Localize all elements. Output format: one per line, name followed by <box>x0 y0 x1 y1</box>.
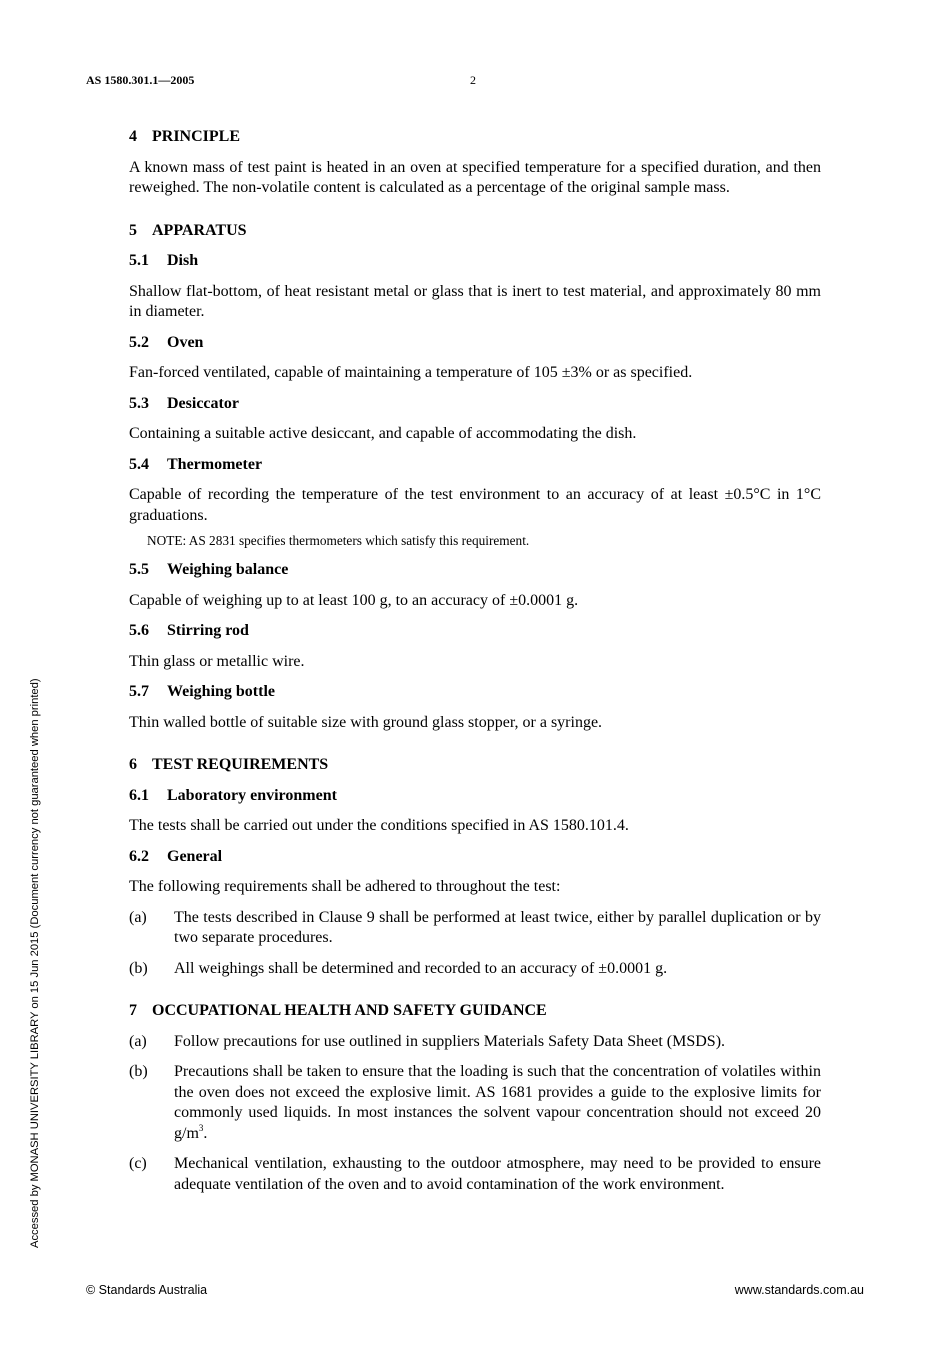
clause-5-7-text: Thin walled bottle of suitable size with ground glass stopper, or a syringe. <box>129 713 603 731</box>
list-item-text: Mechanical ventilation, exhausting to the outdoor atmosphere, may need to be provided to ensure adequate ventilation of the oven and to avoid contamination of the work environment. <box>174 1155 821 1193</box>
section-4-text: A known mass of test paint is heated in an oven at specified temperature for a specified duration, and then reweighed. The non-volatile content is calculated as a percentage of the original sample mass. <box>129 158 821 196</box>
clause-6-2-heading: 6.2 General <box>129 847 223 865</box>
page-body <box>129 127 821 1205</box>
list-marker: (a) <box>129 908 147 926</box>
clause-5-2-text: Fan-forced ventilated, capable of maintaining a temperature of 105 ±3% or as specified. <box>129 364 693 381</box>
list-item-text: Follow precautions for use outlined in suppliers Materials Safety Data Sheet (MSDS). <box>174 1032 726 1050</box>
clause-5-4-heading: 5.4 Thermometer <box>129 455 263 473</box>
list-item-text: All weighings shall be determined and recorded to an accuracy of ±0.0001 g. <box>174 959 668 977</box>
clause-5-7-heading: 5.7 Weighing bottle <box>129 683 276 700</box>
list-item <box>129 1062 821 1144</box>
clause-5-5-heading: 5.5 Weighing balance <box>129 561 289 578</box>
clause-5-4-note: NOTE: AS 2831 specifies thermometers which satisfy this requirement. <box>147 533 530 548</box>
section-4-heading: 4 PRINCIPLE <box>129 128 241 145</box>
list-item <box>129 959 821 980</box>
section-5-heading: 5 APPARATUS <box>129 221 247 239</box>
clause-5-5-text: Capable of weighing up to at least 100 g, to an accuracy of ±0.0001 g. <box>129 591 579 609</box>
clause-5-1-heading: 5.1 Dish <box>129 252 199 269</box>
clause-5-1-text: Shallow flat-bottom, of heat resistant metal or glass that is inert to test material, and approximately 80 mm in diameter. <box>129 282 821 320</box>
footer-website: www.standards.com.au <box>734 1283 864 1297</box>
clause-6-1-heading: 6.1 Laboratory environment <box>129 786 337 804</box>
superscript: 3 <box>198 1122 204 1133</box>
list-item <box>129 908 821 949</box>
clause-5-6-text: Thin glass or metallic wire. <box>129 652 305 670</box>
list-item-text: Precautions shall be taken to ensure that the loading is such that the concentration of volatiles within the oven does not exceed the explosive limit. AS 1681 provides a guide to the explosive limits for commonly used liquids. In most instances the solvent vapour concentration should not exceed 20 $g/m^3$. <box>174 1063 821 1142</box>
clause-5-4-text: Capable of recording the temperature of the test environment to an accuracy of at least ±0.5°C in 1°C graduations. <box>129 486 821 524</box>
list-marker: (b) <box>129 1063 148 1080</box>
list-marker: (c) <box>129 1155 147 1172</box>
clause-5-3-heading: 5.3 Desiccator <box>129 394 239 412</box>
clause-5-2-heading: 5.2 Oven <box>129 333 204 351</box>
clause-5-6-heading: 5.6 Stirring rod <box>129 622 249 639</box>
clause-6-1-text: The tests shall be carried out under the conditions specified in AS 1580.101.4. <box>129 817 629 834</box>
section-7-heading: 7 OCCUPATIONAL HEALTH AND SAFETY GUIDANCE <box>129 1002 547 1019</box>
list-item <box>129 1154 821 1195</box>
page-number: 2 <box>470 73 476 87</box>
clause-6-2-text: The following requirements shall be adhered to throughout the test: <box>129 878 561 895</box>
list-item-text: The tests described in Clause 9 shall be performed at least twice, either by parallel duplication or by two separate procedures. <box>174 908 821 946</box>
list-marker: (a) <box>129 1032 147 1050</box>
list-item <box>129 1032 821 1053</box>
section-6-heading: 6 TEST REQUIREMENTS <box>129 756 329 773</box>
clause-5-3-text: Containing a suitable active desiccant, and capable of accommodating the dish. <box>129 425 637 442</box>
list-marker: (b) <box>129 959 148 977</box>
footer-copyright: © Standards Australia <box>86 1283 208 1297</box>
access-watermark: Accessed by MONASH UNIVERSITY LIBRARY on 15 Jun 2015 (Document currency not guaranteed when printed) <box>29 678 41 1248</box>
document-code: AS 1580.301.1—2005 <box>86 73 195 87</box>
